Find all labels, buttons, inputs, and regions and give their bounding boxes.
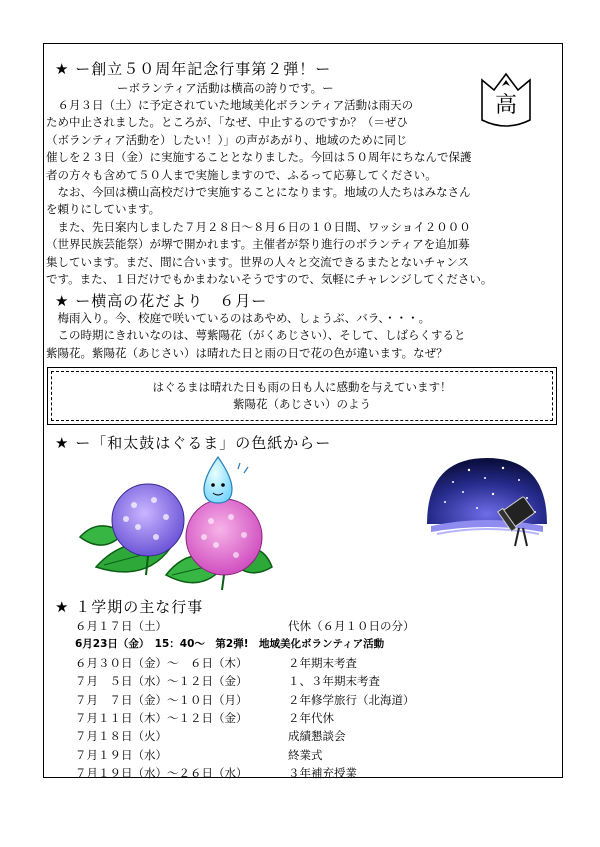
schedule-date: ６月１７日（土） [75,619,167,633]
schedule-event: 代休（６月１０日の分） [288,619,415,633]
section2-line: この時期にきれいなのは、萼紫陽花（がくあじさい）、そして、しばらくすると [46,328,466,343]
schedule-event: 6月23日（金） 15：40～ 第2弾! 地域美化ボランティア活動 [75,638,385,651]
quote-line: 紫陽花（あじさい）のよう [233,397,371,411]
section2-heading: ★ ー横高の花だより ６月ー [55,292,268,310]
schedule-date: ７月１１日（木）～１２日（金） [75,710,248,725]
schedule-event: ２年修学旅行（北海道） [288,692,415,707]
section1-heading: ★ ー創立５０周年記念行事第２弾！ー [55,60,332,78]
section1-line: を頼りにしています。 [46,202,161,217]
schedule-event: ２年代休 [288,710,334,725]
school-emblem-icon [478,70,534,134]
section1-line: ６月３日（土）に予定されていた地域美化ボランティア活動は雨天の [46,98,414,112]
schedule-event: 終業式 [288,747,323,762]
section2-body [46,310,466,362]
quote-box [51,371,553,421]
schedule-date: ６月３０日（金）～ ６日（木） [75,655,248,670]
schedule-event: １、３年期末考査 [288,674,380,689]
section1-line: 集しています。まだ、間に合います。世界の人々と交流できるまたとないチャンス [46,254,469,269]
night-sky-telescope-illustration [423,452,551,548]
section1-line: また、先日案内しました７月２８日～８月６日の１０日間、ワッショイ２０００ [46,219,471,234]
section1-line: です。また、１日だけでもかまわないそうですので、気軽にチャレンジしてください。 [46,272,493,287]
section2-line: 紫陽花。紫陽花（あじさい）は晴れた日と雨の日で花の色が違います。なぜ？ [46,345,448,360]
section3-heading: ★ ー「和太鼓はぐるま」の色紙からー [55,434,332,452]
section2-line: 梅雨入り。今、校庭で咲いているのはあやめ、しょうぶ、バラ、・・・。 [46,311,431,325]
schedule-date: ７月１９日（水）～２６日（水） [75,766,248,781]
section1-subheading: ーボランティア活動は横高の誇りです。ー [117,81,334,95]
schedule-date: ７月１９日（水） [75,747,167,762]
section1-line: 催しを２３日（金）に実施することとなりました。今回は５０周年にちなんで保護 [46,150,472,165]
schedule-event: 成績懇談会 [288,729,346,744]
section1-body [46,97,492,288]
section1-line: なお、今回は横山高校だけで実施することになります。地域の人たちはみなさん [46,185,471,200]
hydrangea-illustration [76,455,276,600]
section1-line: （ボランティア活動を）したい！）」の声があがり、地域のために同じ [46,132,408,147]
section1-line: ため中止されました。ところが、「なぜ、中止するのですか？（＝ぜひ [46,115,408,130]
schedule-event: ３年補充授業 [288,766,357,781]
schedule-event: ２年期末考査 [288,655,357,670]
section1-line: （世界民族芸能祭）が堺で開かれます。主催者が祭り進行のボランティアを追加募 [46,237,470,252]
emblem-character: 高 [494,93,517,118]
section1-line: 者の方々も含めて５０人まで実施しますので、ふるって応募してください。 [46,167,437,182]
schedule-date: ７月 ７日（金）～１０日（月） [75,692,248,707]
schedule-date: ７月１８日（火） [75,729,167,744]
schedule-date: ７月 ５日（水）～１２日（金） [75,674,248,689]
section4-heading: ★ １学期の主な行事 [55,598,204,616]
quote-line: はぐるまは晴れた日も雨の日も人に感動を与えています！ [152,380,452,394]
